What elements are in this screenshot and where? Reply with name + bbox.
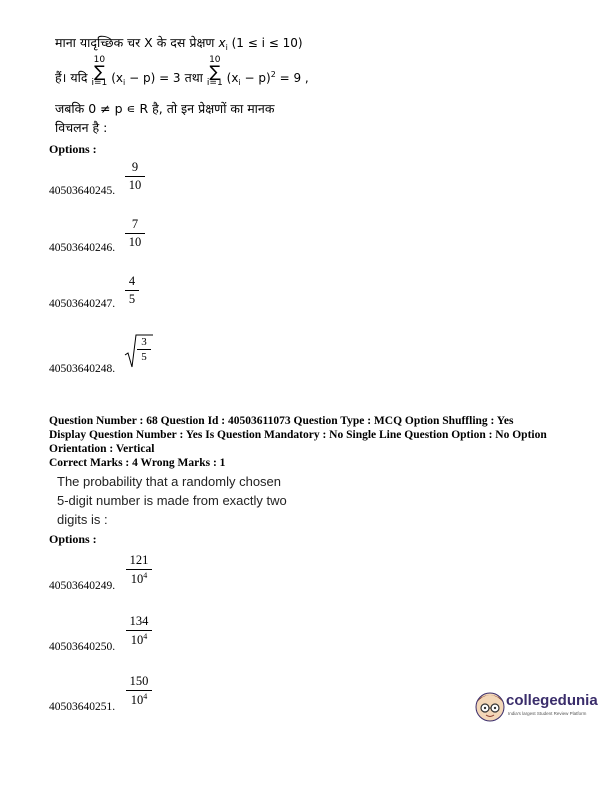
option-fraction: 121 $10^4$ [126, 553, 152, 587]
q67-expr1: $(x_i - p) = 3$ [111, 70, 181, 87]
q67-connector: तथा [184, 69, 203, 85]
q67-line1-math: $x_i$ (1 ≤ i ≤ 10) [218, 36, 303, 52]
logo-tagline: India's largest Student Review Platform [508, 711, 587, 716]
option-fraction: 9 10 [125, 160, 145, 193]
q67-line1 [55, 35, 303, 56]
q67-expr2: $(x_i - p)^2 = 9$ , [226, 69, 309, 87]
option-fraction: 4 5 [125, 274, 139, 307]
sum-symbol-1: 10 ∑ i=1 [91, 55, 108, 88]
q67-line2-prefix: हैं। यदि [55, 69, 88, 85]
option-id[interactable]: 40503640246. [49, 242, 116, 254]
q68-text-line3: digits is : [57, 512, 108, 527]
option-id[interactable]: 40503640247. [49, 298, 116, 310]
q67-line2 [55, 56, 309, 88]
q67-options-label: Options : [49, 142, 97, 156]
mascot-icon [474, 690, 506, 724]
q68-meta-line2: Display Question Number : Yes Is Question Mandatory : No Single Line Question Option : No Option [49, 429, 547, 441]
option-id[interactable]: 40503640245. [49, 185, 116, 197]
q68-meta [49, 414, 589, 470]
sum-symbol-2: 10 ∑ i=1 [206, 55, 223, 88]
q68-question-text [57, 472, 287, 529]
q68-options-label: Options : [49, 532, 97, 546]
q68-text-line2: 5-digit number is made from exactly two [57, 493, 287, 508]
q67-line4: विचलन है : [55, 120, 108, 135]
option-sqrt-fraction: 3 5 [124, 333, 154, 369]
collegedunia-logo [474, 688, 604, 728]
option-fraction: 134 $10^4$ [126, 614, 152, 648]
option-id[interactable]: 40503640249. [49, 580, 116, 592]
q68-meta-line3: Orientation : Vertical [49, 443, 155, 455]
option-fraction: 150 $10^4$ [126, 674, 152, 708]
q68-marks: Correct Marks : 4 Wrong Marks : 1 [49, 457, 226, 469]
option-id[interactable]: 40503640250. [49, 641, 116, 653]
q67-line1-text: माना यादृच्छिक चर X के दस प्रेक्षण [55, 35, 215, 50]
logo-name: collegedunia [506, 692, 598, 709]
option-id[interactable]: 40503640251. [49, 701, 116, 713]
q68-text-line1: The probability that a randomly chosen [57, 474, 282, 489]
option-fraction: 7 10 [125, 217, 145, 250]
option-id[interactable]: 40503640248. [49, 363, 116, 375]
q67-line3: जबकि 0 ≠ p ∊ R है, तो इन प्रेक्षणों का मानक [55, 101, 275, 116]
q68-meta-line1: Question Number : 68 Question Id : 40503611073 Question Type : MCQ Option Shuffling : Yes [49, 415, 514, 427]
